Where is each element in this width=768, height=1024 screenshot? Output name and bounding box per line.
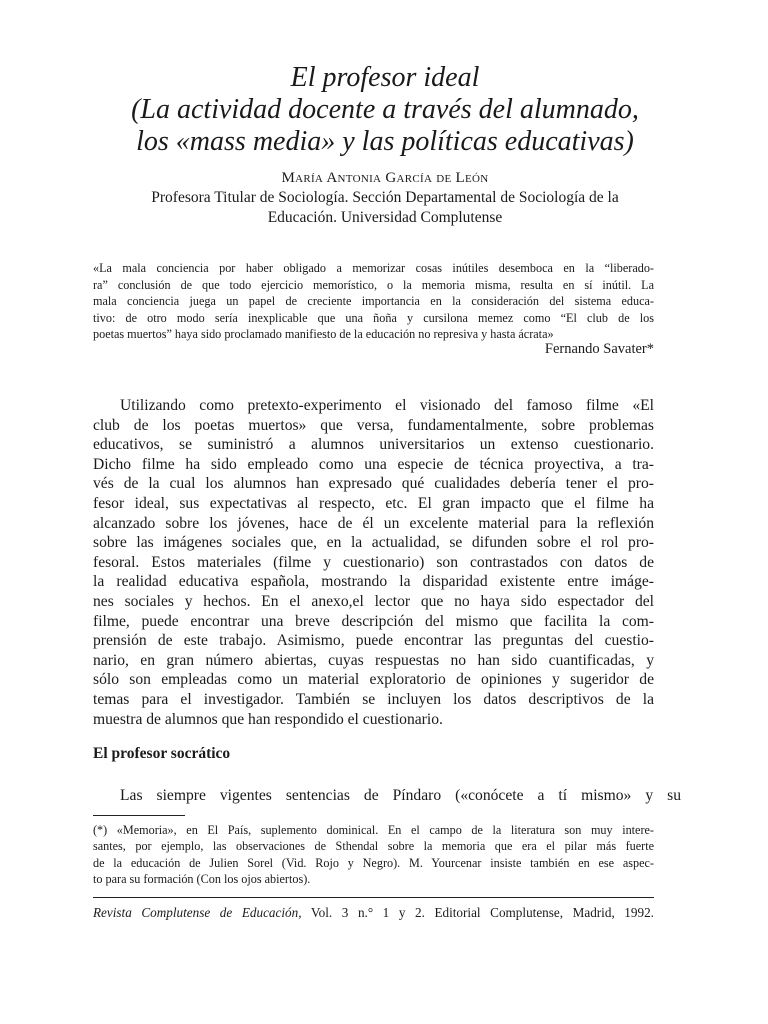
body-line: Utilizando como pretexto-experimento el visionado del famoso filme «El <box>120 397 654 414</box>
journal-citation <box>93 905 654 921</box>
article-subtitle-line-2: los «mass media» y las políticas educativas) <box>136 126 634 157</box>
journal-divider <box>93 897 654 898</box>
body-line: la realidad educativa española, mostrando la disparidad existente entre imáge- <box>93 573 654 591</box>
epigraph-line: «La mala conciencia por haber obligado a memorizar cosas inútiles desemboca en la “liberado- <box>93 261 654 275</box>
body-line: filme, puede encontrar una breve descripción del mismo que facilita la com- <box>93 612 654 630</box>
section-first-line: Las siempre vigentes sentencias de Píndaro («conócete a tí mismo» y su <box>120 787 681 804</box>
footnote <box>93 822 654 888</box>
body-line: alcanzado sobre los jóvenes, hace de él un excelente material para la reflexión <box>93 514 654 532</box>
epigraph-line: poetas muertos” haya sido proclamado manifiesto de la educación no represiva y hasta ácrata» <box>93 327 554 342</box>
author-name: María Antonia García de León <box>281 170 489 186</box>
epigraph <box>93 260 654 343</box>
footnote-divider <box>93 815 185 816</box>
abstract-paragraph <box>93 396 654 729</box>
footnote-line: to para su formación (Con los ojos abiertos). <box>93 872 311 887</box>
article-title: El profesor ideal <box>290 62 480 93</box>
journal-details: Vol. 3 n.° 1 y 2. Editorial Complutense, Madrid, 1992. <box>310 905 654 920</box>
body-line: prensión de este trabajo. Asimismo, puede encontrar las preguntas del cuestio- <box>93 632 654 650</box>
epigraph-attribution: Fernando Savater* <box>544 341 654 357</box>
footnote-line: (*) «Memoria», en El País, suplemento dominical. En el campo de la literatura son muy intere- <box>93 823 654 837</box>
body-line: temas para el investigador. También se incluyen los datos descriptivos de la <box>93 690 654 708</box>
epigraph-line: tivo: de otro modo sería inexplicable que una ñoña y cursilona memez como “El club de los <box>93 310 654 325</box>
title-block <box>80 62 690 228</box>
article-subtitle-line-1: (La actividad docente a través del alumnado, <box>131 94 639 125</box>
epigraph-line: ra” conclusión de que todo ejercicio memorístico, o la memoria misma, resulta en sí inútil. La <box>93 277 654 292</box>
footnote-line: de la educación de Julien Sorel (Vid. Rojo y Negro). M. Yourcenar insiste también en ese aspec- <box>93 855 654 870</box>
body-line: sólo son empleadas como un material exploratorio de opiniones y sugeridor de <box>93 671 654 689</box>
body-line: nario, en gran número abiertas, cuyas respuestas no han sido cuantificadas, y <box>93 651 654 669</box>
author-affiliation-line-1: Profesora Titular de Sociología. Sección Departamental de Sociología de la <box>151 189 619 206</box>
body-line: fesor ideal, sus expectativas al respecto, etc. El gran impacto que el filme ha <box>93 494 654 512</box>
body-line: muestra de alumnos que han respondido el cuestionario. <box>93 710 443 728</box>
body-line: educativos, se suministró a alumnos universitarios un extenso cuestionario. <box>93 436 654 454</box>
body-line: vés de la cual los alumnos han expresado qué cualidades debería tener el pro- <box>93 475 654 493</box>
journal-name: Revista Complutense de Educación, <box>93 905 302 920</box>
section-heading: El profesor socrático <box>93 745 231 762</box>
body-line: nes sociales y hechos. En el anexo,el lector que no haya sido espectador del <box>93 592 654 610</box>
body-line: sobre las imágenes sociales que, en la actualidad, se difunden sobre el rol pro- <box>93 534 654 552</box>
author-affiliation-line-2: Educación. Universidad Complutense <box>267 209 503 226</box>
body-line: fesoral. Estos materiales (filme y cuestionario) son contrastados con datos de <box>93 553 654 571</box>
epigraph-line: mala conciencia juega un papel de creciente importancia en la consideración del sistema educa- <box>93 294 654 309</box>
body-line: club de los poetas muertos» que versa, fundamentalmente, sobre problemas <box>93 416 654 434</box>
body-line: Dicho filme ha sido empleado como una especie de técnica proyectiva, a tra- <box>93 455 654 473</box>
footnote-line: santes, por ejemplo, las observaciones de Sthendal sobre la memoria que era el pilar más fuerte <box>93 839 654 854</box>
